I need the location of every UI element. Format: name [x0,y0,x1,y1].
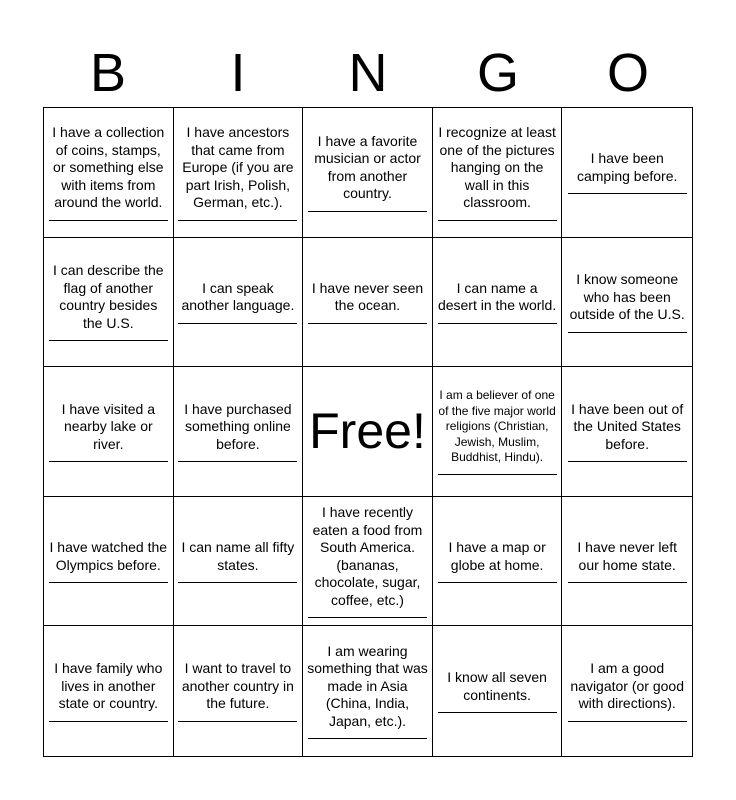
cell-text: I know someone who has been outside of the U.S. [569,271,685,323]
cell-text: I have a map or globe at home. [448,539,546,573]
bingo-cell-24[interactable] [433,626,563,756]
bingo-cell-5[interactable] [562,108,692,238]
bingo-cell-18[interactable] [303,497,433,627]
signature-line [49,220,168,221]
cell-text: I can name all fifty states. [181,539,295,573]
cell-text: I have a collection of coins, stamps, or something else with items from around the world. [52,124,165,211]
signature-line [49,582,168,583]
bingo-cell-6[interactable] [44,238,174,368]
bingo-cell-9[interactable] [433,238,563,368]
signature-line [568,461,687,462]
title-letter-i: I [230,43,246,103]
signature-line [308,323,427,324]
cell-text: I have family who lives in another state or country. [54,660,163,712]
cell-text: I have visited a nearby lake or river. [61,400,155,452]
cell-text: I have recently eaten a food from South America. (bananas, chocolate, sugar, coffee, etc.) [312,504,423,608]
cell-text: I know all seven continents. [447,669,547,703]
bingo-cell-7[interactable] [174,238,304,368]
bingo-cell-12[interactable] [174,367,304,497]
signature-line [178,461,297,462]
bingo-cell-15[interactable] [562,367,692,497]
signature-line [568,193,687,194]
cell-text: I have a favorite musician or actor from another country. [314,132,421,202]
cell-text: I am a believer of one of the five major world religions (Christian, Jewish, Muslim, Buddhist, Hindu). [438,388,556,465]
cell-text: I have never left our home state. [577,539,677,573]
cell-text: I want to travel to another country in the future. [181,660,294,712]
signature-line [308,617,427,618]
bingo-cell-11[interactable] [44,367,174,497]
bingo-cell-20[interactable] [562,497,692,627]
bingo-cell-4[interactable] [433,108,563,238]
signature-line [49,721,168,722]
cell-text: I can name a desert in the world. [437,279,557,314]
cell-text: I am wearing something that was made in Asia (China, India, Japan, etc.). [307,642,428,729]
signature-line [568,582,687,583]
cell-text: I recognize at least one of the pictures hanging on the wall in this classroom. [438,124,556,211]
signature-line [178,721,297,722]
title-letter-g: G [476,43,519,103]
free-space-label: Free! [309,403,426,460]
cell-text: I have never seen the ocean. [311,279,424,314]
signature-line [438,220,557,221]
bingo-free-space[interactable] [303,367,433,497]
bingo-cell-3[interactable] [303,108,433,238]
cell-text: I can speak another language. [181,279,295,314]
bingo-cell-14[interactable] [433,367,563,497]
signature-line [438,712,557,713]
cell-text: I have purchased something online before. [184,400,292,452]
bingo-cell-17[interactable] [174,497,304,627]
signature-line [178,220,297,221]
bingo-grid [43,107,693,757]
bingo-cell-2[interactable] [174,108,304,238]
cell-text: I am a good navigator (or good with directions). [570,660,685,712]
cell-text: I have ancestors that came from Europe (if you are part Irish, Polish, German, etc.). [182,124,294,211]
cell-text: I can describe the flag of another country besides the U.S. [53,262,164,331]
bingo-cell-25[interactable] [562,626,692,756]
bingo-cell-23[interactable] [303,626,433,756]
bingo-cell-10[interactable] [562,238,692,368]
bingo-title [43,40,693,106]
signature-line [49,340,168,341]
cell-text: I have watched the Olympics before. [49,539,168,573]
signature-line [178,582,297,583]
bingo-cell-8[interactable] [303,238,433,368]
bingo-cell-19[interactable] [433,497,563,627]
signature-line [438,474,557,475]
signature-line [49,461,168,462]
bingo-cell-22[interactable] [174,626,304,756]
cell-text: I have been camping before. [576,150,678,184]
bingo-cell-1[interactable] [44,108,174,238]
signature-line [308,738,427,739]
signature-line [568,332,687,333]
signature-line [568,721,687,722]
cell-text: I have been out of the United States before. [571,400,684,452]
signature-line [308,211,427,212]
title-letter-b: B [89,43,127,103]
bingo-cell-16[interactable] [44,497,174,627]
signature-line [178,323,297,324]
title-letter-n: N [348,43,388,103]
bingo-cell-21[interactable] [44,626,174,756]
title-letter-o: O [606,43,649,103]
signature-line [438,582,557,583]
signature-line [438,323,557,324]
